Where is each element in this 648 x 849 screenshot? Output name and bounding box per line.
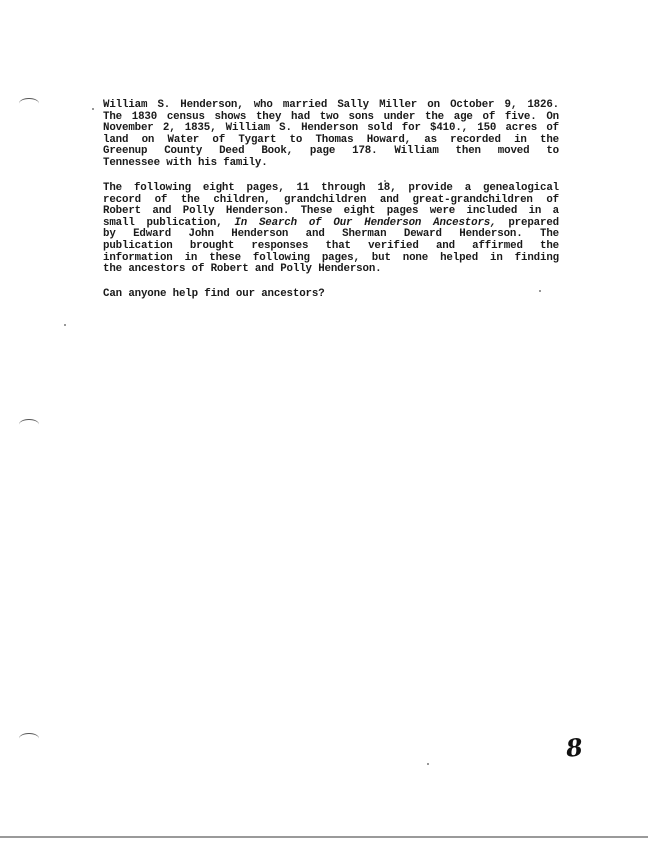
- binder-hole-mark: [19, 733, 39, 744]
- text-line: The following eight pages, 11 through 18, provide a genealogical: [103, 182, 559, 194]
- handwritten-page-number: 8: [564, 732, 585, 763]
- scan-speck: [384, 180, 386, 182]
- paragraph-genealogical-record: [103, 183, 559, 276]
- paragraph-henderson-history: [103, 100, 559, 170]
- scan-speck: [92, 108, 94, 110]
- binder-hole-mark: [19, 98, 39, 109]
- paragraph-closing-question: [103, 289, 559, 301]
- text-segment: small publication,: [103, 216, 235, 229]
- text-line: Can anyone help find our ancestors?: [103, 288, 325, 300]
- scan-speck: [64, 324, 66, 326]
- text-segment: prepared: [496, 216, 559, 229]
- publication-title: In Search of Our Henderson Ancestors,: [234, 216, 497, 229]
- text-line: The 1830 census shows they had two sons under the age of five. On: [103, 110, 559, 123]
- text-line: Tennessee with his family.: [103, 156, 268, 169]
- text-line: record of the children, grandchildren and great-grandchildren of: [103, 193, 559, 206]
- text-line: Robert and Polly Henderson. These eight pages were included in a: [103, 205, 559, 218]
- text-line: the ancestors of Robert and Polly Henderson.: [103, 263, 382, 276]
- binder-hole-mark: [19, 419, 39, 430]
- text-line: November 2, 1835, William S. Henderson sold for $410., 150 acres of: [103, 122, 559, 135]
- text-line: land on Water of Tygart to Thomas Howard, as recorded in the: [103, 133, 559, 146]
- text-line: information in these following pages, but none helped in finding: [103, 251, 559, 264]
- scan-speck: [427, 763, 429, 765]
- text-line: Greenup County Deed Book, page 178. William then moved to: [103, 145, 559, 158]
- scan-speck: [539, 290, 541, 292]
- text-line: publication brought responses that verified and affirmed the: [103, 239, 559, 252]
- text-line: William S. Henderson, who married Sally Miller on October 9, 1826.: [103, 99, 559, 111]
- page-bottom-edge: [0, 836, 648, 838]
- text-line: by Edward John Henderson and Sherman Deward Henderson. The: [103, 228, 559, 241]
